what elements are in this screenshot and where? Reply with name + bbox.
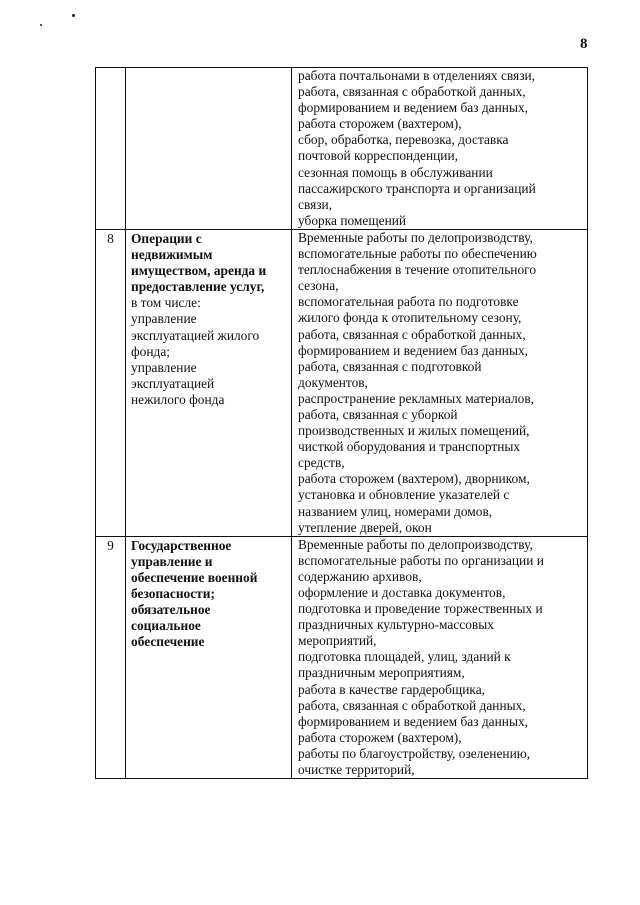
- work-item: чисткой оборудования и транспортных: [298, 439, 521, 455]
- table-row: [96, 68, 588, 230]
- work-item: работа сторожем (вахтером),: [298, 729, 462, 745]
- work-item: установка и обновление указателей с: [298, 487, 510, 503]
- sector-line: фонда;: [131, 343, 171, 359]
- work-item: названием улиц, номерами домов,: [298, 503, 493, 519]
- work-item: вспомогательные работы по обеспечению: [298, 246, 537, 262]
- sector-line: предоставление услуг,: [131, 279, 265, 295]
- work-item: утепление дверей, окон: [298, 519, 432, 535]
- sector-line: социальное: [131, 618, 201, 634]
- sector-line: недвижимым: [131, 247, 213, 263]
- work-item: формированием и ведением баз данных,: [298, 342, 528, 358]
- work-item: подготовка и проведение торжественных и: [298, 601, 543, 617]
- work-item: работа, связанная с уборкой: [298, 406, 458, 422]
- work-item: праздничным мероприятиям,: [298, 665, 465, 681]
- sector-line: имуществом, аренда и: [131, 263, 267, 279]
- sector-line: управление и: [131, 553, 213, 569]
- scan-speck: [40, 24, 42, 26]
- scan-speck: [72, 14, 75, 17]
- sector-line: Государственное: [131, 537, 232, 553]
- sector-line: нежилого фонда: [131, 391, 225, 407]
- work-item: работа сторожем (вахтером),: [298, 116, 462, 132]
- works-cell: [292, 229, 588, 536]
- sector-line: обеспечение военной: [131, 569, 258, 585]
- employment-works-table: [95, 67, 588, 779]
- work-item: праздничных культурно-массовых: [298, 617, 494, 633]
- works-cell: [292, 536, 588, 778]
- work-item: работа в качестве гардеробщика,: [298, 681, 485, 697]
- work-item: работа, связанная с обработкой данных,: [298, 84, 526, 100]
- work-item: работа, связанная с подготовкой: [298, 358, 482, 374]
- work-item: работа почтальонами в отделениях связи,: [298, 68, 536, 83]
- sector-cell: [126, 68, 292, 230]
- work-item: подготовка площадей, улиц, зданий к: [298, 649, 511, 665]
- sector-line: безопасности;: [131, 586, 215, 601]
- row-number: 9: [107, 537, 114, 553]
- work-item: вспомогательная работа по подготовке: [298, 294, 519, 310]
- work-item: формированием и ведением баз данных,: [298, 713, 528, 729]
- work-item: работа, связанная с обработкой данных,: [298, 326, 526, 342]
- work-item: средств,: [298, 455, 345, 471]
- work-item: документов,: [298, 374, 368, 390]
- works-cell: [292, 68, 588, 230]
- work-item: очистке территорий,: [298, 762, 415, 778]
- row-number: 8: [107, 230, 114, 246]
- work-item: жилого фонда к отопительному сезону,: [298, 310, 522, 326]
- work-item: мероприятий,: [298, 633, 377, 649]
- work-item: связи,: [298, 196, 333, 212]
- work-item: уборка помещений: [298, 212, 407, 228]
- row-number: [96, 68, 125, 69]
- row-number-cell: [96, 68, 126, 230]
- work-item: Временные работы по делопроизводству,: [298, 536, 533, 552]
- work-item: сезона,: [298, 278, 339, 294]
- page-number: 8: [580, 36, 588, 52]
- sector-line: в том числе:: [131, 295, 201, 311]
- work-item: работа, связанная с обработкой данных,: [298, 697, 526, 713]
- sector-line: Операции с: [131, 230, 202, 246]
- work-item: распространение рекламных материалов,: [298, 390, 534, 406]
- work-item: производственных и жилых помещений,: [298, 423, 530, 439]
- work-item: сезонная помощь в обслуживании: [298, 164, 493, 180]
- sector-line: обязательное: [131, 602, 211, 618]
- table-row: [96, 229, 588, 536]
- work-item: вспомогательные работы по организации и: [298, 552, 544, 568]
- sector-line: управление: [131, 359, 197, 375]
- sector-line: управление: [131, 311, 197, 327]
- work-item: формированием и ведением баз данных,: [298, 100, 528, 116]
- work-item: сбор, обработка, перевозка, доставка: [298, 132, 509, 148]
- work-item: содержанию архивов,: [298, 568, 422, 584]
- table-row: [96, 536, 588, 778]
- work-item: оформление и доставка документов,: [298, 585, 506, 600]
- sector-cell: [126, 229, 292, 536]
- work-item: пассажирского транспорта и организаций: [298, 180, 536, 196]
- work-item: работы по благоустройству, озеленению,: [298, 745, 531, 761]
- row-number-cell: [96, 229, 126, 536]
- work-item: теплоснабжения в течение отопительного: [298, 262, 537, 278]
- work-item: работа сторожем (вахтером), дворником,: [298, 471, 530, 487]
- sector-line: эксплуатацией жилого: [131, 327, 260, 343]
- work-item: почтовой корреспонденции,: [298, 148, 458, 164]
- row-number-cell: [96, 536, 126, 778]
- work-item: Временные работы по делопроизводству,: [298, 229, 533, 245]
- sector-line: эксплуатацией: [131, 375, 215, 391]
- sector-line: обеспечение: [131, 634, 205, 650]
- sector-cell: [126, 536, 292, 778]
